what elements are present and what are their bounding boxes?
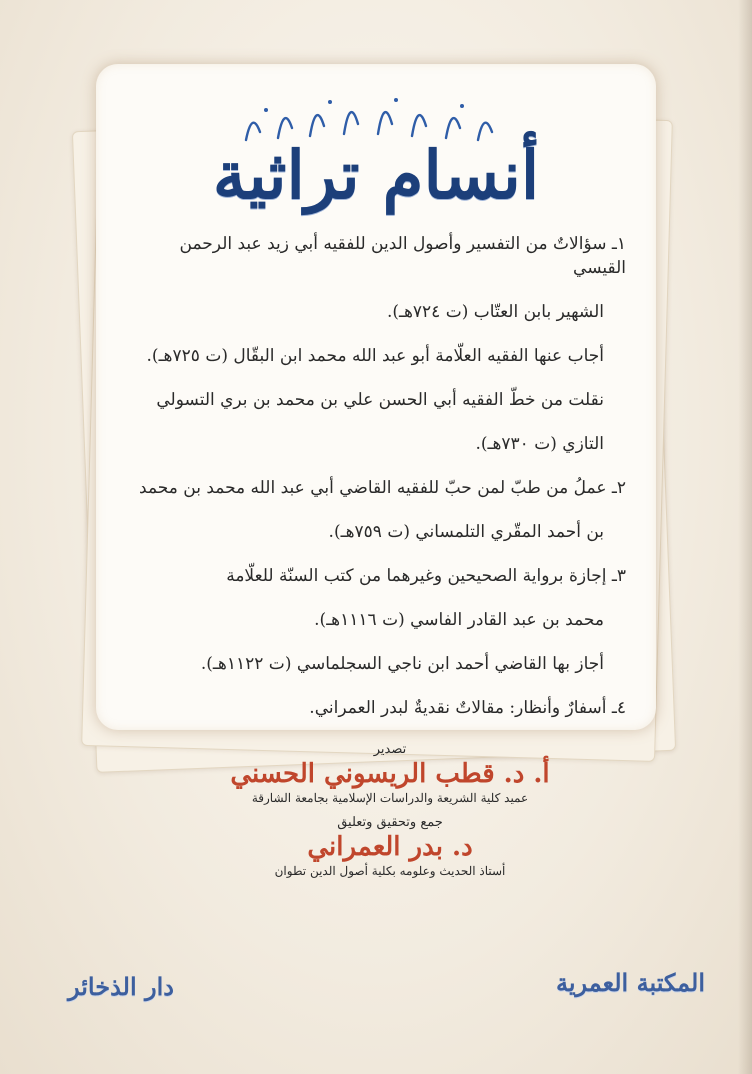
contents-line: ١ـ سؤالاتٌ من التفسير وأصول الدين للفقيه أبي زيد عبد الرحمن القيسي (179, 234, 626, 278)
editor-affiliation: أستاذ الحديث وعلومه بكلية أصول الدين تطوان (274, 864, 506, 878)
publisher-logo-left: دار الذخائر (68, 972, 174, 1001)
contents-line: الشهير بابن العتّاب (ت ٧٢٤هـ). (386, 302, 604, 322)
title-panel (96, 64, 656, 730)
contents-line: نقلت من خطّ الفقيه أبي الحسن علي بن محمد بن بري التسولي (156, 390, 604, 410)
book-title: أنسام تراثية (212, 136, 540, 214)
contents-line: التازي (ت ٧٣٠هـ). (475, 434, 604, 454)
credits-block (180, 742, 600, 878)
contents-line: ٤ـ أسفارٌ وأنظار: مقالاتٌ نقديةٌ لبدر العمراني. (309, 698, 626, 718)
contents-line: بن أحمد المقّري التلمساني (ت ٧٥٩هـ). (328, 522, 604, 542)
contents-line: أجاب عنها الفقيه العلّامة أبو عبد الله محمد ابن البقّال (ت ٧٢٥هـ). (146, 346, 604, 366)
contents-line: محمد بن عبد القادر الفاسي (ت ١١١٦هـ). (314, 610, 604, 630)
contents-line: أجاز بها القاضي أحمد ابن ناجي السجلماسي (ت ١١٢٢هـ). (200, 654, 604, 674)
editor-label: جمع وتحقيق وتعليق (337, 815, 443, 830)
foreword-name: أ. د. قطب الريسوني الحسني (230, 759, 550, 789)
contents-line: ٢ـ عملُ من طبّ لمن حبّ للفقيه القاضي أبي عبد الله محمد بن محمد (139, 478, 626, 498)
publisher-logo-right: المكتبة العمرية (556, 968, 706, 997)
contents-list (126, 232, 626, 740)
contents-line: ٣ـ إجازة برواية الصحيحين وغيرهما من كتب السنّة للعلّامة (226, 566, 626, 586)
title-area (96, 78, 656, 248)
book-edge-shadow (738, 0, 752, 1074)
foreword-label: تصدير (373, 742, 407, 757)
editor-name: د. بدر العمراني (307, 832, 473, 862)
foreword-affiliation: عميد كلية الشريعة والدراسات الإسلامية بجامعة الشارقة (251, 791, 529, 805)
